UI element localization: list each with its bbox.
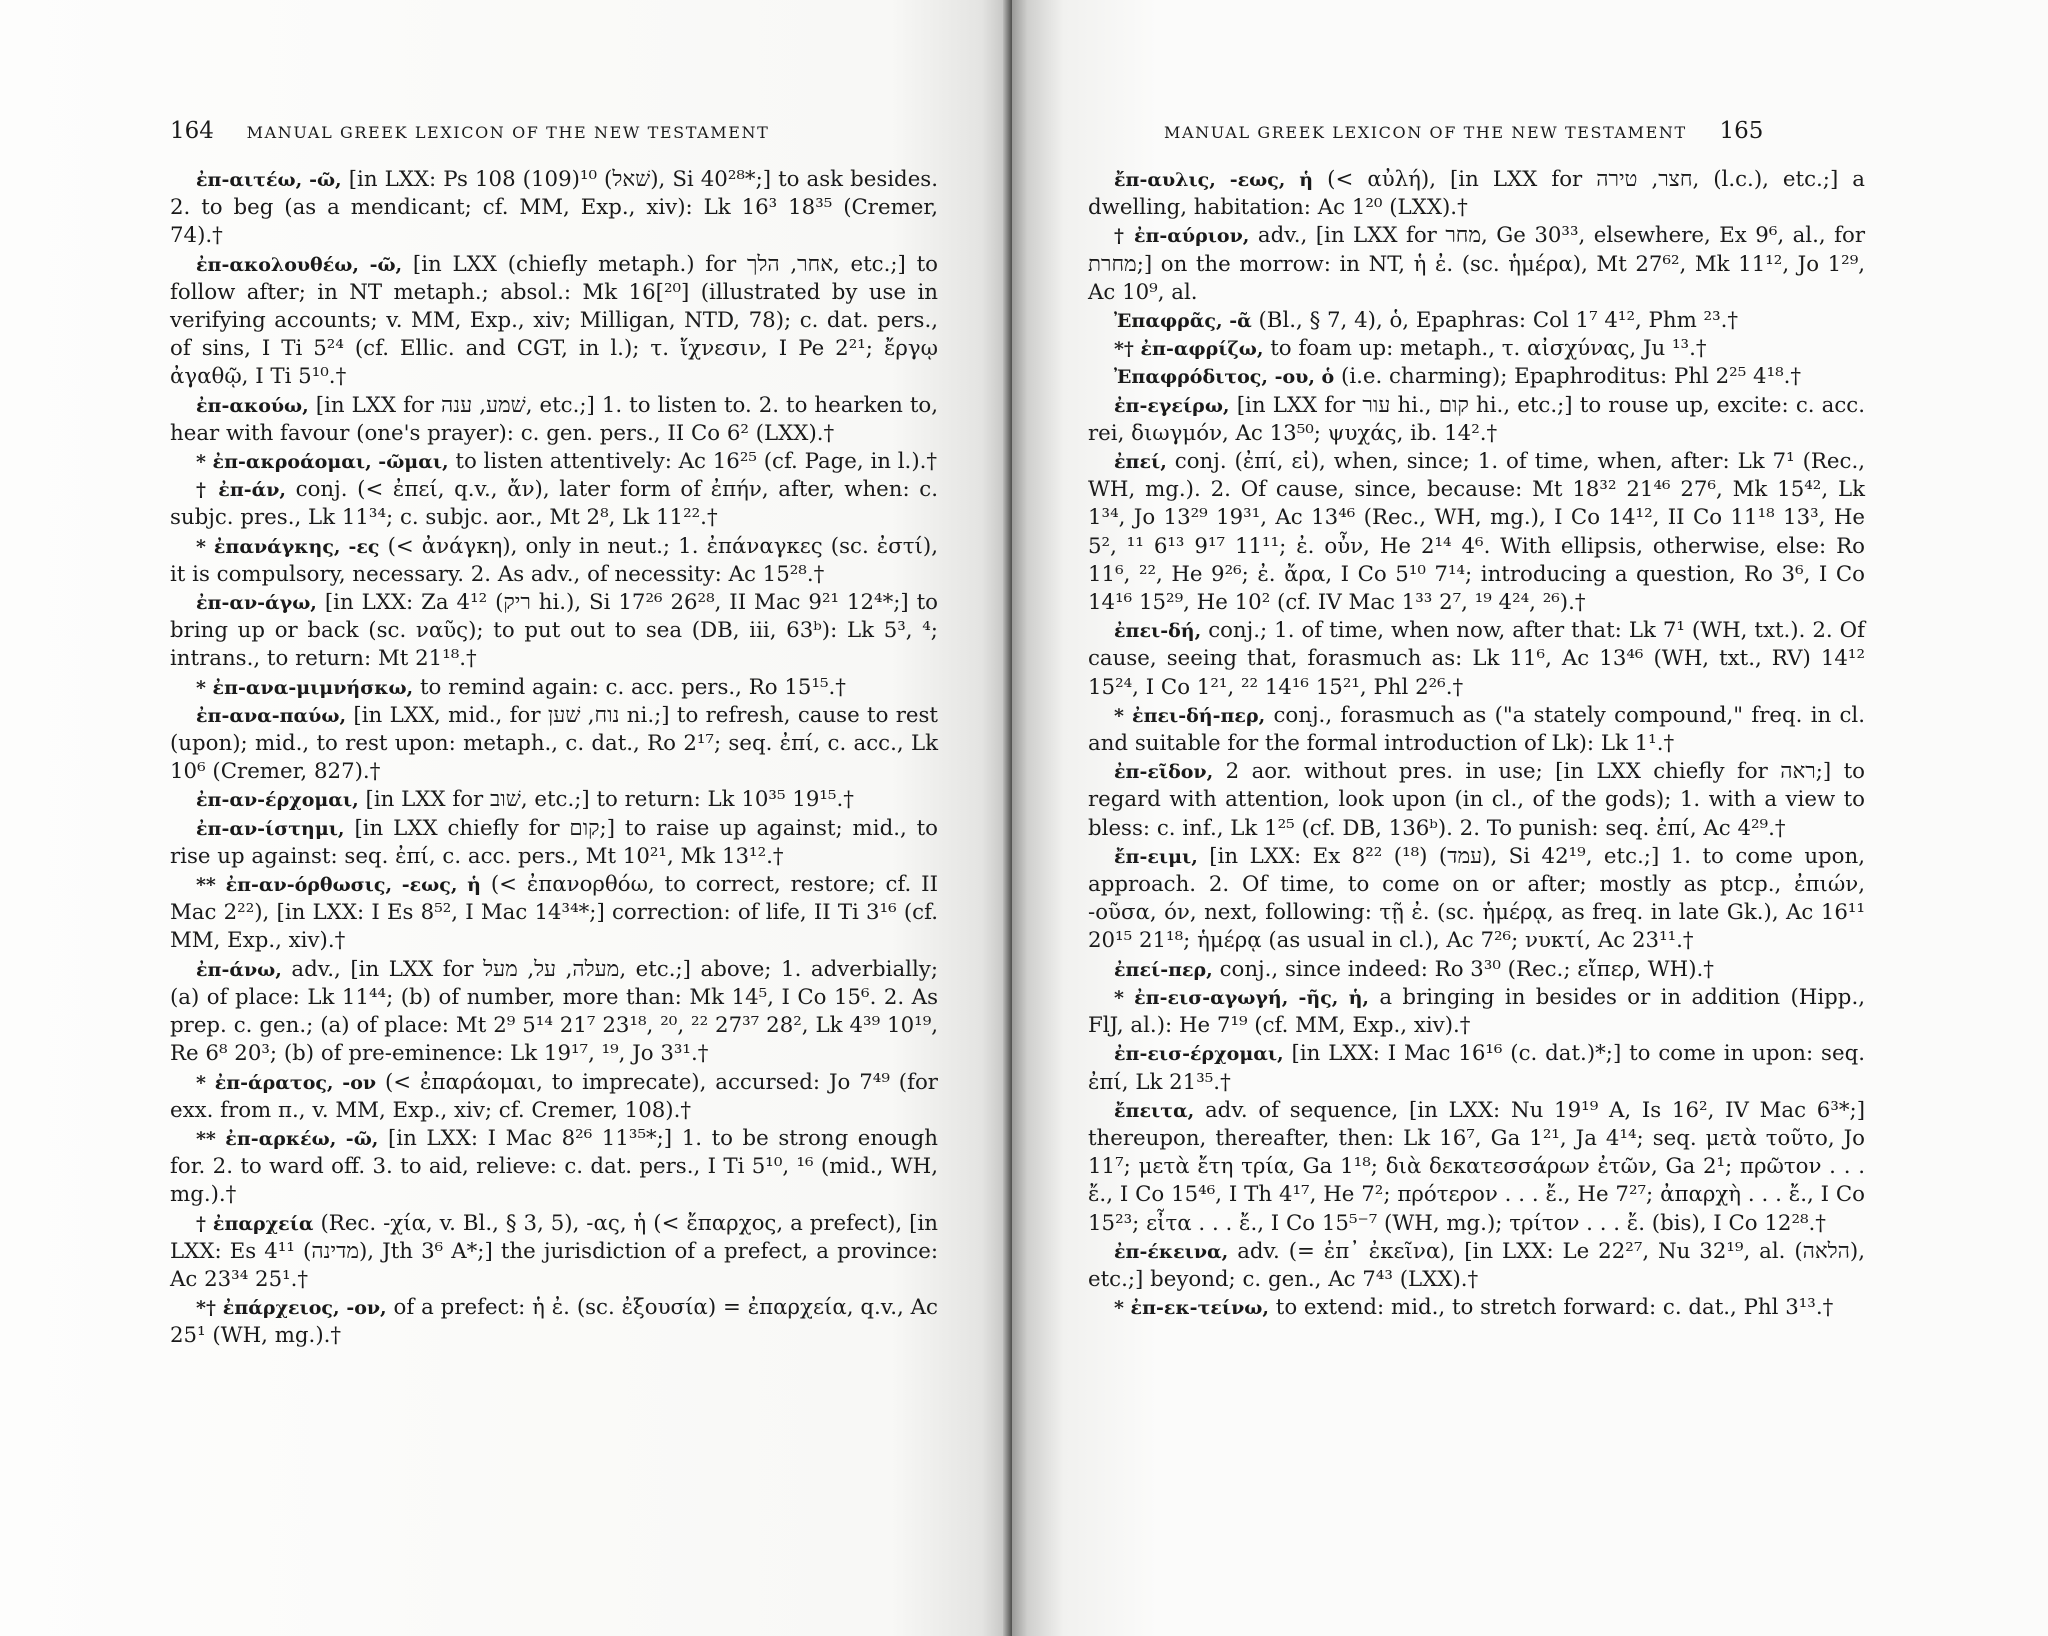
entry-headword: Ἐπαφρᾶς, -ᾶ — [1114, 310, 1252, 333]
left-running-head: MANUAL GREEK LEXICON OF THE NEW TESTAMENT — [246, 123, 770, 142]
entry-text: (i.e. charming); Epaphroditus: Phl 2²⁵ 4¹⁸.† — [1341, 364, 1802, 390]
entry-headword: *† ἐπ-αφρίζω, — [1114, 338, 1264, 361]
right-column — [1088, 166, 1865, 1322]
entry-text: conj.; 1. of time, when now, after that: Lk 7¹ (WH, txt.). 2. Of cause, seeing that, forasmuch as: Lk 11⁶, Ac 13⁴⁶ (WH, txt., RV) 14¹² 15²⁴, I Co 1²¹, ²² 14¹⁶ 15²¹, Phl 2²⁶.† — [1088, 618, 1865, 700]
entry-text: a bringing in besides or in addition (Hipp., FlJ, al.): He 7¹⁹ (cf. MM, Exp., xiv).† — [1088, 984, 1865, 1039]
lexicon-entry — [1088, 1294, 1865, 1322]
lexicon-entry — [1088, 392, 1865, 448]
entry-text: [in LXX chiefly for קום;] to raise up against; mid., to rise up against: seq. ἐπί, c. acc. pers., Mt 10²¹, Mk 13¹².† — [170, 815, 938, 869]
lexicon-entry — [170, 1210, 938, 1295]
entry-text: conj. (< ἐπεί, q.v., ἄν), later form of ἐπήν, after, when: c. subjc. pres., Lk 11³⁴; c. subjc. aor., Mt 2⁸, Lk 11²².† — [170, 477, 939, 531]
lexicon-entry — [170, 815, 938, 871]
entry-text: conj., forasmuch as ("a stately compound," freq. in cl. and suitable for the formal introduction of Lk): Lk 1¹.† — [1088, 702, 1865, 757]
entry-text: to foam up: metaph., τ. αἰσχύνας, Ju ¹³.† — [1270, 336, 1707, 362]
entry-headword: ἐπ-ανα-παύω, — [196, 704, 347, 727]
entry-text: [in LXX: I Mac 16¹⁶ (c. dat.)*;] to come in upon: seq. ἐπί, Lk 21³⁵.† — [1088, 1041, 1865, 1095]
entry-text: (Bl., § 7, 4), ὁ, Epaphras: Col 1⁷ 4¹², Phm ²³.† — [1258, 308, 1739, 334]
lexicon-entry — [170, 956, 938, 1069]
right-page-number: 165 — [1719, 118, 1764, 144]
entry-headword: Ἐπαφρόδιτος, -ου, ὁ — [1114, 366, 1335, 389]
entry-text: to extend: mid., to stretch forward: c. dat., Phl 3¹³.† — [1275, 1295, 1834, 1321]
left-column — [170, 166, 938, 1351]
entry-headword: ἐπ-άνω, — [196, 958, 282, 981]
lexicon-entry — [170, 251, 938, 392]
lexicon-entry — [170, 589, 938, 674]
lexicon-entry — [1088, 448, 1865, 617]
entry-headword: * ἐπ-εισ-αγωγή, -ῆς, ἡ, — [1114, 986, 1370, 1009]
entry-headword: ἐπ-ακούω, — [196, 394, 309, 417]
entry-headword: * ἐπ-άρατος, -ον — [196, 1071, 377, 1094]
entry-headword: ἐπ-αιτέω, -ῶ, — [196, 169, 342, 191]
lexicon-entry — [170, 392, 938, 448]
lexicon-entry — [1088, 843, 1865, 956]
entry-text: of a prefect: ἡ ἐ. (sc. ἐξουσία) = ἐπαρχεία, q.v., Ac 25¹ (WH, mg.).† — [170, 1295, 938, 1349]
lexicon-entry — [1088, 1040, 1865, 1096]
left-page — [0, 0, 1012, 1636]
entry-headword: * ἐπ-ακροάομαι, -ῶμαι, — [196, 451, 449, 474]
right-page — [1012, 0, 2048, 1636]
lexicon-entry — [170, 448, 938, 476]
entry-headword: *† ἐπάρχειος, -ον, — [196, 1297, 387, 1320]
entry-headword: ἐπεί-περ, — [1114, 958, 1213, 981]
entry-headword: ἔπειτα, — [1114, 1099, 1195, 1122]
lexicon-entry — [170, 1069, 938, 1125]
lexicon-entry — [170, 166, 938, 251]
entry-headword: † ἐπαρχεία — [196, 1212, 314, 1235]
lexicon-entry — [170, 786, 938, 814]
entry-headword: ἐπ-ακολουθέω, -ῶ, — [196, 253, 403, 276]
lexicon-entry — [170, 702, 938, 787]
entry-headword: ἐπ-εγείρω, — [1114, 394, 1230, 417]
lexicon-entry — [1088, 956, 1865, 984]
entry-text: adv., [in LXX for מעלה, על, מעל, etc.;] above; 1. adverbially; (a) of place: Lk 11⁴⁴; (b) of number, more than: Mk 14⁵, I Co 15⁶. 2. As prep. c. gen.; (a) of place: Mt 2⁹ 5¹⁴ 21⁷ 23¹⁸, ²⁰, ²² 27³⁷ 28², Lk 4³⁹ 10¹⁹, Re 6⁸ 20³; (b) of pre-eminence: Lk 19¹⁷, ¹⁹, Jo 3³¹.† — [170, 956, 938, 1067]
left-page-header — [170, 118, 769, 144]
entry-text: 2 aor. without pres. in use; [in LXX chiefly for ראה;] to regard with attention, look upon (in cl., of the gods); 1. with a view to bless: c. inf., Lk 1²⁵ (cf. DB, 136ᵇ). 2. To punish: seq. ἐπί, Ac 4²⁹.† — [1088, 759, 1865, 841]
entry-headword: * ἐπ-εκ-τείνω, — [1114, 1297, 1269, 1320]
entry-text: adv. (= ἐπ᾽ ἐκεῖνα), [in LXX: Le 22²⁷, Nu 32¹⁹, al. (הלאה), etc.;] beyond; c. gen., Ac 7⁴³ (LXX).† — [1088, 1238, 1865, 1292]
lexicon-entry — [170, 1125, 938, 1210]
entry-headword: * ἐπει-δή-περ, — [1114, 704, 1266, 727]
lexicon-entry — [170, 476, 938, 532]
entry-text: to remind again: c. acc. pers., Ro 15¹⁵.† — [419, 674, 846, 700]
right-running-head: MANUAL GREEK LEXICON OF THE NEW TESTAMENT — [1164, 123, 1687, 142]
entry-text: (Rec. -χία, v. Bl., § 3, 5), -ας, ἡ (< ἔπαρχος, a prefect), [in LXX: Es 4¹¹ (מדינה), Jth 3⁶ A*;] the jurisdiction of a prefect, a province: Ac 23³⁴ 25¹.† — [170, 1210, 938, 1292]
entry-text: [in LXX: I Mac 8²⁶ 11³⁵*;] 1. to be strong enough for. 2. to ward off. 3. to aid, relieve: c. dat. pers., I Ti 5¹⁰, ¹⁶ (mid., WH, mg.).† — [170, 1125, 938, 1208]
lexicon-entry — [170, 533, 938, 589]
entry-text: (< ἐπανορθόω, to correct, restore; cf. II Mac 2²²), [in LXX: I Es 8⁵², I Mac 14³⁴*;] correction: of life, II Ti 3¹⁶ (cf. MM, Exp., xiv).† — [170, 872, 938, 954]
entry-text: [in LXX: Za 4¹² (ריק hi.), Si 17²⁶ 26²⁸, II Mac 9²¹ 12⁴*;] to bring up or back (sc. ναῦς); to put out to sea (DB, iii, 63ᵇ): Lk 5³, ⁴; intrans., to return: Mt 21¹⁸.† — [170, 590, 938, 672]
lexicon-entry — [1088, 617, 1865, 702]
entry-text: conj., since indeed: Ro 3³⁰ (Rec.; εἴπερ, WH).† — [1219, 956, 1714, 982]
entry-headword: † ἐπ-αύριον, — [1114, 225, 1250, 248]
left-page-number: 164 — [170, 118, 214, 144]
entry-headword: ἐπ-εισ-έρχομαι, — [1114, 1043, 1284, 1066]
entry-text: [in LXX: Ex 8²² (¹⁸) (עמד), Si 42¹⁹, etc.;] 1. to come upon, approach. 2. Of time, to come on or after; mostly as ptcp., ἐπιών, -οῦσα, όν, next, following: τῇ ἐ. (sc. ἡμέρᾳ, as freq. in late Gk.), Ac 16¹¹ 20¹⁵ 21¹⁸; ἡμέρᾳ (as usual in cl.), Ac 7²⁶; νυκτί, Ac 23¹¹.† — [1088, 843, 1865, 954]
entry-headword: ** ἐπ-αρκέω, -ῶ, — [196, 1127, 379, 1150]
entry-text: [in LXX, mid., for נוח, שׁען ni.;] to refresh, cause to rest (upon); mid., to rest upon: metaph., c. dat., Ro 2¹⁷; seq. ἐπί, c. acc., Lk 10⁶ (Cremer, 827).† — [170, 702, 938, 785]
entry-text: [in LXX: Ps 108 (109)¹⁰ (שׁאל), Si 40²⁸*;] to ask besides. 2. to beg (as a mendicant; cf. MM, Exp., xiv): Lk 16³ 18³⁵ (Cremer, 74).† — [170, 167, 938, 249]
entry-headword: ἐπ-έκεινα, — [1114, 1240, 1229, 1263]
entry-text: [in LXX (chiefly metaph.) for אחר, הלך, etc.;] to follow after; in NT metaph.; absol.: Mk 16[²⁰] (illustrated by use in verifying accounts; v. MM, Exp., xiv; Milligan, NTD, 78); c. dat. pers., of sins, I Ti 5²⁴ (cf. Ellic. and CGT, in l.); τ. ἴχνεσιν, I Pe 2²¹; ἔργῳ ἀγαθῷ, I Ti 5¹⁰.† — [170, 251, 938, 390]
lexicon-entry — [1088, 222, 1865, 307]
entry-headword: ἔπ-αυλις, -εως, ἡ — [1114, 169, 1314, 191]
entry-text: [in LXX for שׁוב, etc.;] to return: Lk 10³⁵ 19¹⁵.† — [365, 787, 854, 813]
entry-text: adv. of sequence, [in LXX: Nu 19¹⁹ A, Is 16², IV Mac 6³*;] thereupon, thereafter, then: Lk 16⁷, Ga 1²¹, Ja 4¹⁴; seq. μετὰ τοῦτο, Jo 11⁷; μετὰ ἔτη τρία, Ga 1¹⁸; διὰ δεκατεσσάρων ἐτῶν, Ga 2¹; πρῶτον . . . ἔ., I Co 15⁴⁶, I Th 4¹⁷, He 7²; πρότερον . . . ἔ., He 7²⁷; ἀπαρχὴ . . . ἔ., I Co 15²³; εἶτα . . . ἔ., I Co 15⁵⁻⁷ (WH, mg.); τρίτον . . . ἔ. (bis), I Co 12²⁸.† — [1088, 1097, 1865, 1236]
entry-text: (< ἐπαράομαι, to imprecate), accursed: Jo 7⁴⁹ (for exx. from π., v. MM, Exp., xiv; cf. Cremer, 108).† — [170, 1069, 938, 1123]
lexicon-entry — [170, 674, 938, 702]
entry-headword: ἔπ-ειμι, — [1114, 845, 1198, 868]
lexicon-entry — [1088, 363, 1865, 391]
entry-headword: ** ἐπ-αν-όρθωσις, -εως, ἡ — [196, 874, 481, 897]
entry-text: [in LXX for עור hi., קום hi., etc.;] to rouse up, excite: c. acc. rei, διωγμόν, Ac 13⁵⁰; ψυχάς, ib. 14².† — [1088, 392, 1866, 446]
entry-headword: ἐπεί, — [1114, 451, 1167, 474]
entry-text: adv., [in LXX for מחר, Ge 30³³, elsewhere, Ex 9⁶, al., for מחרת;] on the morrow: in NT, ἡ ἐ. (sc. ἡμέρα), Mt 27⁶², Mk 11¹², Jo 1²⁹, Ac 10⁹, al. — [1088, 223, 1866, 305]
lexicon-entry — [1088, 1238, 1865, 1294]
entry-headword: * ἐπανάγκης, -ες — [196, 535, 380, 558]
entry-headword: ἐπ-αν-ίστημι, — [196, 817, 345, 840]
entry-headword: ἐπει-δή, — [1114, 620, 1202, 643]
lexicon-entry — [1088, 758, 1865, 843]
lexicon-entry — [1088, 307, 1865, 335]
lexicon-entry — [1088, 166, 1865, 222]
lexicon-entry — [1088, 1097, 1865, 1238]
entry-text: conj. (ἐπί, εἰ), when, since; 1. of time, when, after: Lk 7¹ (Rec., WH, mg.). 2. Of cause, since, because: Mt 18³² 21⁴⁶ 27⁶, Mk 15⁴², Lk 1³⁴, Jo 13²⁹ 19³¹, Ac 13⁴⁶ (Rec., WH, mg.), I Co 14¹², II Co 11¹⁸ 13³, He 5², ¹¹ 6¹³ 9¹⁷ 11¹¹; ἐ. οὖν, He 2¹⁴ 4⁶. With ellipsis, otherwise, else: Ro 11⁶, ²², He 9²⁶; ἐ. ἄρα, I Co 5¹⁰ 7¹⁴; introducing a question, Ro 3⁶, I Co 14¹⁶ 15²⁹, He 10² (cf. IV Mac 1³³ 2⁷, ¹⁹ 4²⁴, ²⁶).† — [1088, 449, 1865, 616]
lexicon-entry — [170, 1294, 938, 1350]
entry-headword: ἐπ-αν-άγω, — [196, 592, 317, 615]
lexicon-entry — [1088, 702, 1865, 758]
entry-headword: ἐπ-αν-έρχομαι, — [196, 789, 359, 812]
entry-headword: * ἐπ-ανα-μιμνήσκω, — [196, 676, 414, 699]
lexicon-entry — [1088, 984, 1865, 1040]
entry-text: to listen attentively: Ac 16²⁵ (cf. Page, in l.).† — [455, 449, 938, 475]
entry-headword: † ἐπ-άν, — [196, 479, 287, 502]
lexicon-entry — [170, 871, 938, 956]
entry-text: (< ἀνάγκη), only in neut.; 1. ἐπάναγκες (sc. ἐστί), it is compulsory, necessary. 2. As adv., of necessity: Ac 15²⁸.† — [170, 533, 938, 587]
right-page-header — [1164, 118, 1763, 144]
lexicon-entry — [1088, 335, 1865, 363]
entry-text: [in LXX for שׁמע, ענה, etc.;] 1. to listen to. 2. to hearken to, hear with favour (one's prayer): c. gen. pers., II Co 6² (LXX).† — [170, 392, 938, 446]
entry-text: (< αὐλή), [in LXX for חצר, טירה, (l.c.), etc.;] a dwelling, habitation: Ac 1²⁰ (LXX).† — [1088, 167, 1865, 221]
entry-headword: ἐπ-εῖδον, — [1114, 761, 1214, 784]
